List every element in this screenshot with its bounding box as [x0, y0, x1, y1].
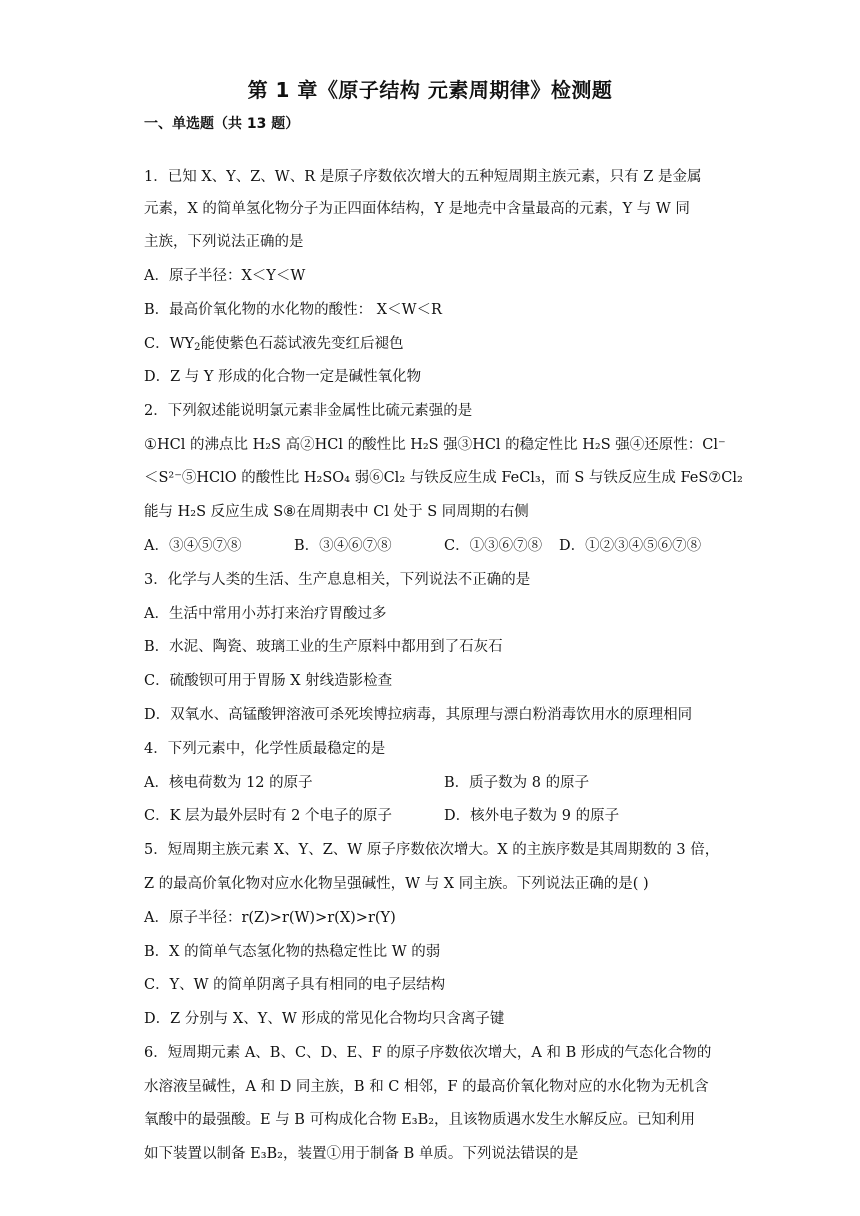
q1-stem-line-2: 元素，X 的简单氢化物分子为正四面体结构，Y 是地壳中含量最高的元素，Y 与 W 同	[144, 201, 690, 217]
q5-option-b: B．X 的简单气态氢化物的热稳定性比 W 的弱	[144, 944, 441, 960]
q1-stem-line-1: 1．已知 X、Y、Z、W、R 是原子序数依次增大的五种短周期主族元素，只有 Z 是金属	[144, 169, 702, 185]
q2-option-b: B．③④⑥⑦⑧	[294, 538, 392, 554]
q1-stem-line-3: 主族，下列说法正确的是	[144, 234, 304, 250]
q2-statement-line-3: 能与 H₂S 反应生成 S⑧在周期表中 Cl 处于 S 同周期的右侧	[144, 504, 529, 520]
q2-option-a: A．③④⑤⑦⑧	[144, 538, 242, 554]
q2-option-d: D．①②③④⑤⑥⑦⑧	[559, 538, 702, 554]
q1-option-c: C．$WY_2$能使紫色石蕊试液先变红后褪色	[144, 336, 404, 353]
q2-stem: 2．下列叙述能说明氯元素非金属性比硫元素强的是	[144, 403, 473, 419]
q2-option-c: C．①③⑥⑦⑧	[444, 538, 543, 554]
q4-option-b: B．质子数为 8 的原子	[444, 775, 590, 791]
q6-stem-line-4: 如下装置以制备 E₃B₂，装置①用于制备 B 单质。下列说法错误的是	[144, 1146, 579, 1162]
page-title: 第 1 章《原子结构 元素周期律》检测题	[247, 78, 613, 102]
q3-stem: 3．化学与人类的生活、生产息息相关，下列说法不正确的是	[144, 572, 531, 588]
q4-stem: 4．下列元素中，化学性质最稳定的是	[144, 741, 386, 757]
q1-option-d: D．Z 与 Y 形成的化合物一定是碱性氧化物	[144, 369, 422, 385]
q3-option-a: A．生活中常用小苏打来治疗胃酸过多	[144, 606, 387, 622]
q3-option-d: D．双氧水、高锰酸钾溶液可杀死埃博拉病毒，其原理与漂白粉消毒饮用水的原理相同	[144, 707, 693, 723]
q2-statement-line-2: ＜S²⁻⑤HClO 的酸性比 H₂SO₄ 弱⑥Cl₂ 与铁反应生成 FeCl₃，而 S 与铁反应生成 FeS⑦Cl₂	[144, 470, 743, 486]
q5-option-d: D．Z 分别与 X、Y、W 形成的常见化合物均只含离子键	[144, 1011, 505, 1027]
q5-stem-line-1: 5．短周期主族元素 X、Y、Z、W 原子序数依次增大。X 的主族序数是其周期数的 3 倍，	[144, 842, 720, 858]
q6-stem-line-3: 氧酸中的最强酸。E 与 B 可构成化合物 E₃B₂，且该物质遇水发生水解反应。已知利用	[144, 1112, 696, 1128]
q4-option-d: D．核外电子数为 9 的原子	[444, 808, 620, 824]
section-heading: 一、单选题（共 13 题）	[144, 116, 300, 132]
q5-stem-line-2: Z 的最高价氧化物对应水化物呈强碱性，W 与 X 同主族。下列说法正确的是( )	[144, 876, 649, 892]
q3-option-c: C．硫酸钡可用于胃肠 X 射线造影检查	[144, 673, 393, 689]
q4-option-c: C．K 层为最外层时有 2 个电子的原子	[144, 808, 392, 824]
q6-stem-line-2: 水溶液呈碱性，A 和 D 同主族，B 和 C 相邻，F 的最高价氧化物对应的水化物为无机含	[144, 1079, 709, 1095]
q6-stem-line-1: 6．短周期元素 A、B、C、D、E、F 的原子序数依次增大，A 和 B 形成的气态化合物的	[144, 1045, 712, 1061]
q4-option-a: A．核电荷数为 12 的原子	[144, 775, 313, 791]
q2-statement-line-1: ①HCl 的沸点比 H₂S 高②HCl 的酸性比 H₂S 强③HCl 的稳定性比 H₂S 强④还原性：Cl⁻	[144, 437, 726, 453]
q5-option-c: C．Y、W 的简单阴离子具有相同的电子层结构	[144, 977, 446, 993]
q1-option-b: B．最高价氧化物的水化物的酸性： X＜W＜R	[144, 302, 442, 318]
q3-option-b: B．水泥、陶瓷、玻璃工业的生产原料中都用到了石灰石	[144, 639, 503, 655]
q1-option-a: A．原子半径：X＜Y＜W	[144, 268, 306, 284]
q5-option-a: A．原子半径：r(Z)>r(W)>r(X)>r(Y)	[144, 910, 396, 926]
